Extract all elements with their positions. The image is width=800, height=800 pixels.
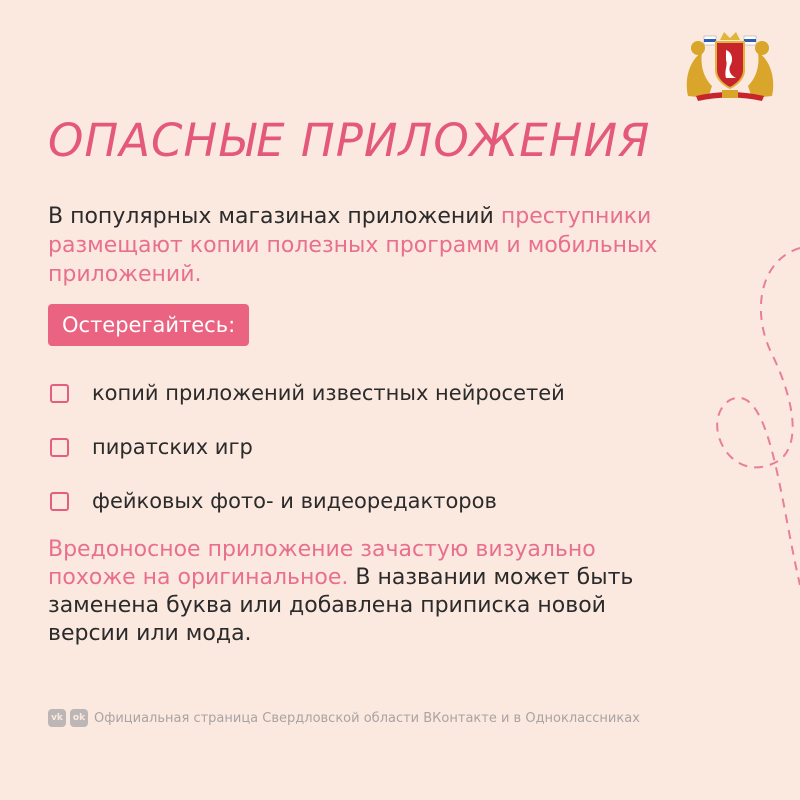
outro-text: В названии может быть заменена буква или добавлена приписка новой версии или мода. bbox=[48, 565, 634, 646]
vk-icon[interactable]: vk bbox=[48, 709, 66, 727]
list-item bbox=[48, 420, 565, 474]
list-item-label: копий приложений известных нейросетей bbox=[92, 381, 565, 405]
decorative-dashed-curve bbox=[700, 240, 800, 600]
warning-badge: Остерегайтесь: bbox=[48, 304, 249, 346]
checkbox-icon bbox=[50, 492, 69, 511]
outro-highlight: Вредоносное приложение зачастую визуально похоже на оригинальное. bbox=[48, 537, 596, 590]
warning-list bbox=[48, 366, 565, 528]
footer-text: Официальная страница Свердловской области ВКонтакте и в Одноклассниках bbox=[94, 710, 640, 726]
outro-paragraph bbox=[48, 536, 668, 648]
page-title: ОПАСНЫЕ ПРИЛОЖЕНИЯ bbox=[48, 114, 651, 167]
checkbox-icon bbox=[50, 384, 69, 403]
ok-icon[interactable]: ok bbox=[70, 709, 88, 727]
footer bbox=[48, 709, 640, 727]
list-item bbox=[48, 474, 565, 528]
list-item bbox=[48, 366, 565, 420]
intro-text: В популярных магазинах приложений bbox=[48, 204, 501, 229]
coat-of-arms-icon bbox=[682, 26, 778, 102]
intro-highlight: преступники размещают копии полезных программ и мобильных приложений. bbox=[48, 204, 658, 287]
checkbox-icon bbox=[50, 438, 69, 457]
intro-paragraph bbox=[48, 202, 708, 289]
list-item-label: фейковых фото- и видеоредакторов bbox=[92, 489, 497, 513]
list-item-label: пиратских игр bbox=[92, 435, 253, 459]
